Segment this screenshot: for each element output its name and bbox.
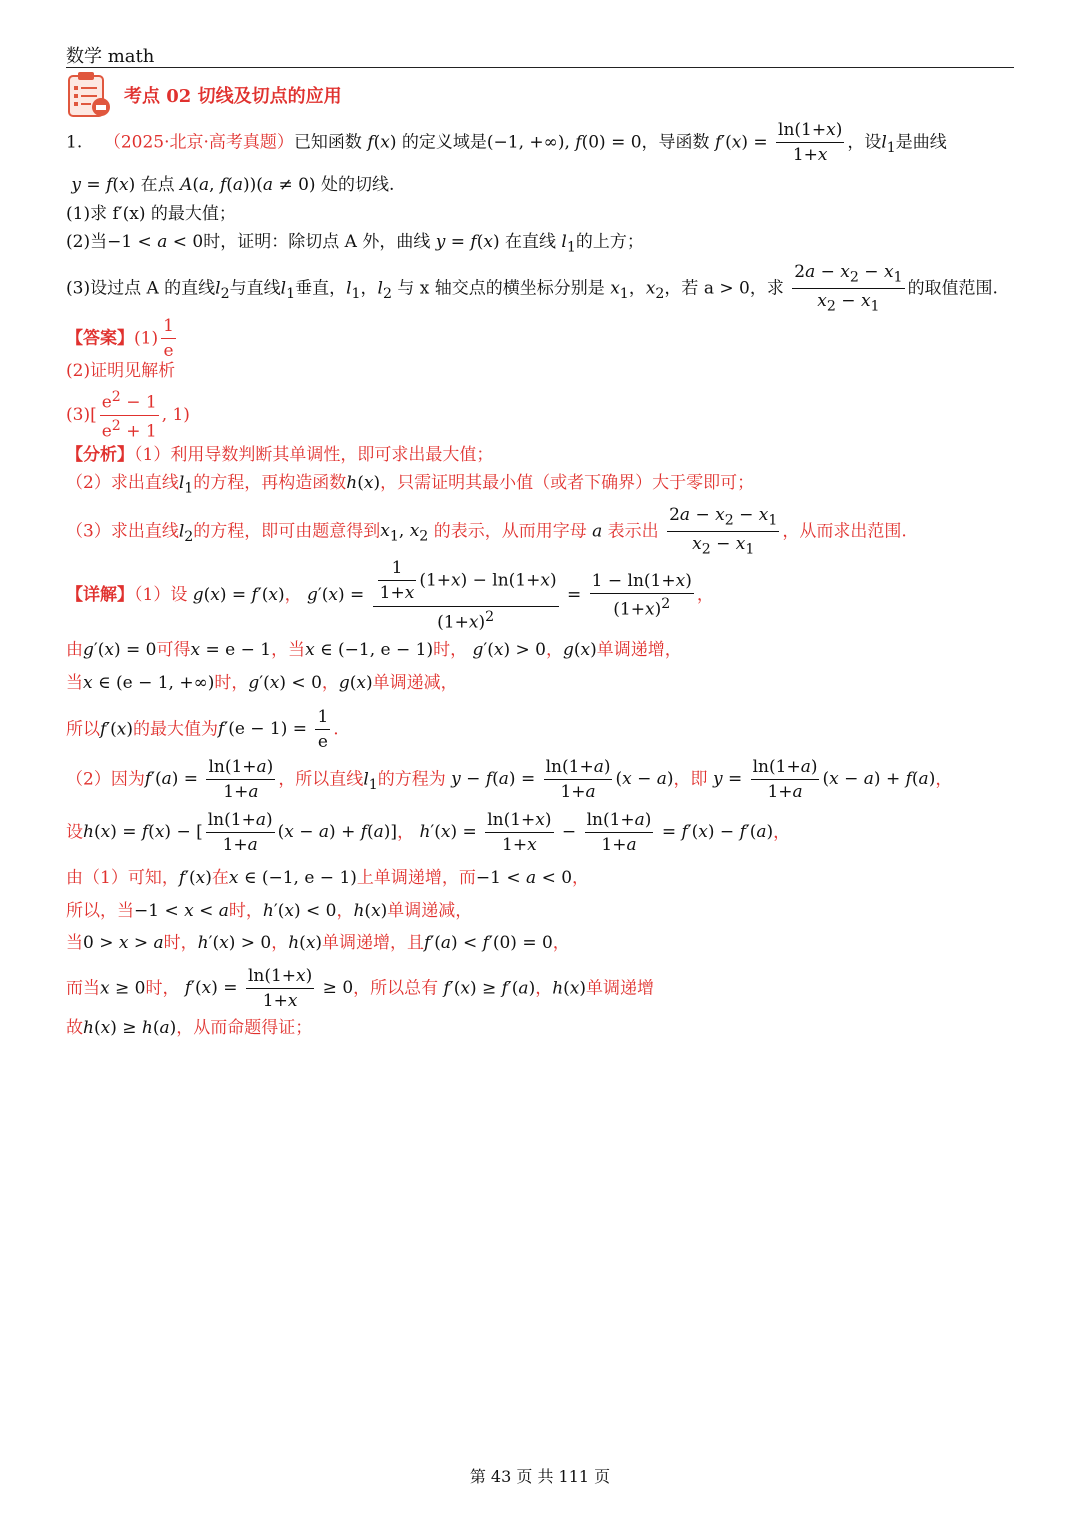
detail-line-1: 【详解】（1）设 g(x) = f′(x)， g′(x) = $\frac{1}{1+x}$ (1+x) − ln(1+x) $(1+x)^2$ = $\frac{1 - \ln(1+x)}{(1+x)^2}$ ， [66, 558, 714, 633]
detail-line-2: 由g′(x) = 0可得x = e − 1，当x ∈ (−1, e − 1)时， g′(x) > 0，g(x)单调递增， [66, 640, 682, 660]
problem-line-1: 1. （2025·北京·高考真题）已知函数 f(x) 的定义域是(−1, +∞), f(0) = 0，导函数 f′(x) = $\frac{\ln(1+x)}{1+x}$ ，设$l_1$是曲线 [66, 120, 947, 166]
header-divider [66, 67, 1014, 68]
answer-part-3: (3)[ $\frac{e^2 - 1}{e^2 + 1}$ , 1) [66, 389, 190, 442]
answer-part-2: (2)证明见解析 [66, 361, 176, 381]
analysis-line-1: 【分析】（1）利用导数判断其单调性，即可求出最大值； [66, 445, 494, 465]
page-header: 数学 math [66, 46, 155, 67]
page-footer: 第 43 页 共 111 页 [469, 1467, 611, 1486]
detail-line-7: 由（1）可知，f′(x)在x ∈ (−1, e − 1)上单调递增，而−1 < a < 0， [66, 868, 590, 888]
detail-line-5: （2）因为f′(a) = $\frac{\ln(1+a)}{1+a}$ ，所以直线$l_1$的方程为 y − f(a) = $\frac{\ln(1+a)}{1+a}$ (x − a)，即 y = $\frac{\ln(1+a)}{1+a}$ (x − a) + f(a)， [66, 757, 953, 803]
detail-line-3: 当x ∈ (e − 1, +∞)时，g′(x) < 0，g(x)单调递减， [66, 673, 458, 693]
analysis-line-2: （2）求出直线$l_1$的方程，再构造函数h(x)，只需证明其最小值（或者下确界）大于零即可； [66, 473, 755, 497]
problem-line-2: y = f(x) 在点 A(a, f(a))(a ≠ 0) 处的切线. [71, 175, 395, 195]
clipboard-icon [66, 70, 112, 118]
detail-line-6: 设h(x) = f(x) − [ $\frac{\ln(1+a)}{1+a}$ (x − a) + f(a)]， h′(x) = $\frac{\ln(1+x)}{1+x}$ − $\frac{\ln(1+a)}{1+a}$ = f′(x) − f′(a)， [66, 810, 791, 856]
detail-line-4: 所以f′(x)的最大值为f′(e − 1) = $\frac{1}{e}$ . [66, 707, 339, 753]
question-2: (2)当−1 < a < 0时，证明：除切点 A 外，曲线 y = f(x) 在直线 $l_1$的上方； [66, 232, 644, 256]
section-title: 考点 02 切线及切点的应用 [124, 86, 342, 107]
detail-line-11: 故h(x) ≥ h(a)，从而命题得证； [66, 1018, 313, 1038]
detail-line-10: 而当x ≥ 0时， f′(x) = $\frac{\ln(1+x)}{1+x}$ ≥ 0，所以总有 f′(x) ≥ f′(a)，h(x)单调递增 [66, 966, 655, 1012]
analysis-line-3: （3）求出直线$l_2$的方程，即可由题意得到$x_1$, $x_2$ 的表示，从而用字母 a 表示出 $\frac{2a - x_2 - x_1}{x_2 - x_1}$ ，从而求出范围. [66, 505, 907, 558]
detail-line-9: 当0 > x > a时，h′(x) > 0，h(x)单调递增，且f′(a) < f′(0) = 0， [66, 933, 570, 953]
answer-part-1: 【答案】(1) $\frac{1}{e}$ [66, 316, 174, 362]
question-1: (1)求 f′(x) 的最大值； [66, 204, 236, 224]
question-3: (3)设过点 A 的直线$l_2$与直线$l_1$垂直，$l_1$，$l_2$ 与 x 轴交点的横坐标分别是 $x_1$，$x_2$，若 a > 0，求 $\frac{2a - x_2 - x_1}{x_2 - x_1}$ 的取值范围. [66, 262, 998, 315]
detail-line-8: 所以，当−1 < x < a时，h′(x) < 0，h(x)单调递减， [66, 901, 473, 921]
